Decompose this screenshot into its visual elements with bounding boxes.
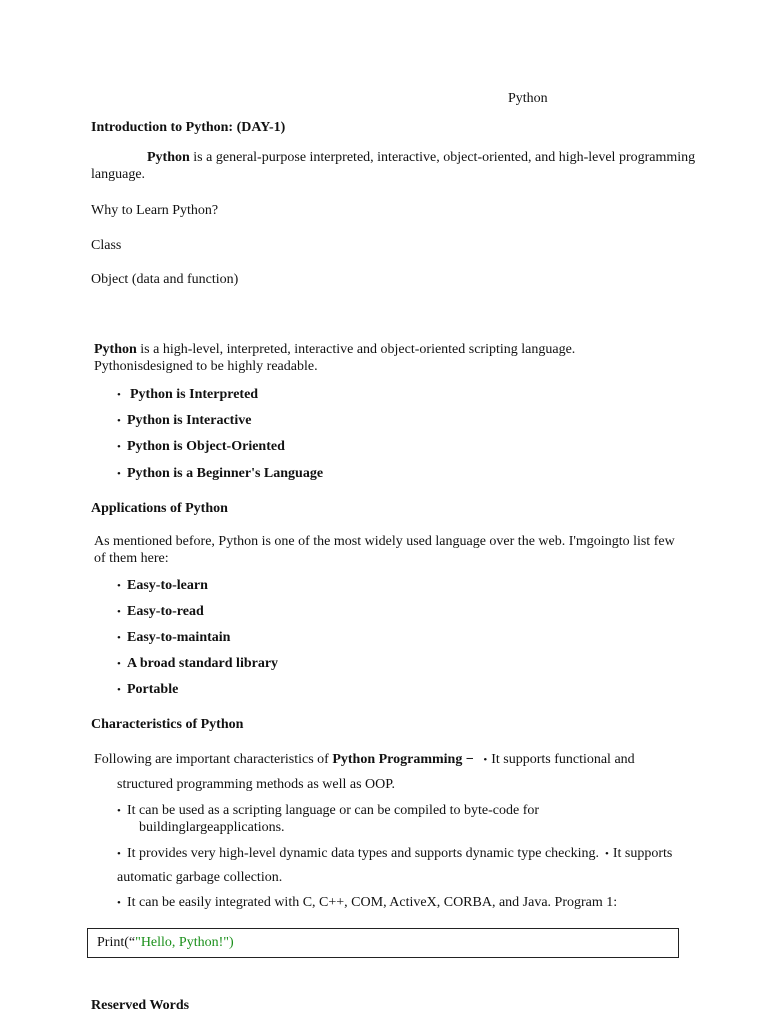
list-item: • Portable [117, 682, 179, 697]
reserved-heading: Reserved Words [91, 998, 190, 1013]
bullet-icon: • [117, 389, 121, 401]
list-item: • Python is Object-Oriented [117, 439, 285, 454]
note-class: Class [91, 238, 122, 253]
intro-paragraph [91, 149, 721, 183]
bullet-icon: • [604, 848, 609, 860]
overview-line-1 [94, 342, 575, 358]
intro-heading: Introduction to Python: (DAY-1) [91, 120, 286, 135]
bullet-icon: • [117, 468, 121, 480]
note-why-learn: Why to Learn Python? [91, 203, 219, 218]
applications-line-1: As mentioned before, Python is one of the most widely used language over the web. I'mgoingto list few [94, 534, 675, 549]
code-prefix: Print(“ [97, 935, 136, 950]
characteristics-item-4-cont: automatic garbage collection. [117, 870, 283, 885]
list-item: • It can be used as a scripting language or can be compiled to byte-code for [117, 803, 540, 818]
list-item: • Easy-to-read [117, 604, 204, 619]
bullet-icon: • [117, 415, 121, 427]
list-item: • Python is Interpreted [117, 387, 259, 402]
list-item: • Easy-to-learn [117, 578, 208, 593]
bullet-icon: • [117, 658, 121, 670]
list-item: • Python is a Beginner's Language [117, 466, 324, 481]
bullet-icon: • [117, 580, 121, 592]
code-string: "Hello, Python!") [135, 935, 234, 950]
applications-line-2: of them here: [94, 551, 169, 566]
bullet-icon: • [117, 632, 121, 644]
bullet-icon: • [117, 848, 121, 860]
overview-lead-bold: Python [94, 342, 137, 357]
list-item: • Easy-to-maintain [117, 630, 231, 645]
bullet-icon: • [117, 897, 121, 909]
page-title: Python [508, 91, 548, 106]
list-item: • A broad standard library [117, 656, 279, 671]
bullet-icon: • [117, 684, 121, 696]
note-object: Object (data and function) [91, 272, 239, 287]
code-block [87, 928, 679, 958]
characteristics-item-2-cont: buildinglargeapplications. [139, 820, 285, 835]
intro-lead-bold: Python [147, 150, 190, 165]
list-item: • It provides very high-level dynamic data types and supports dynamic type checking. • It supports [117, 846, 673, 861]
bullet-icon: • [483, 754, 488, 766]
characteristics-intro: Following are important characteristics of Python Programming − • It supports functional and [94, 752, 635, 767]
intro-lead-text: is a general-purpose interpreted, interactive, object-oriented, and high-level programming language. [91, 150, 696, 182]
bullet-icon: • [117, 805, 121, 817]
bullet-icon: • [117, 606, 121, 618]
bullet-icon: • [117, 441, 121, 453]
list-item: • It can be easily integrated with C, C++, COM, ActiveX, CORBA, and Java. Program 1: [117, 895, 618, 910]
list-item: • Python is Interactive [117, 413, 252, 428]
characteristics-item-1-cont: structured programming methods as well as OOP. [117, 777, 396, 792]
overview-line-1-text: is a high-level, interpreted, interactive and object-oriented scripting language. [136, 342, 576, 357]
applications-heading: Applications of Python [91, 501, 228, 516]
characteristics-heading: Characteristics of Python [91, 717, 244, 732]
code-line [97, 935, 234, 951]
overview-line-2: Pythonisdesigned to be highly readable. [94, 359, 318, 374]
